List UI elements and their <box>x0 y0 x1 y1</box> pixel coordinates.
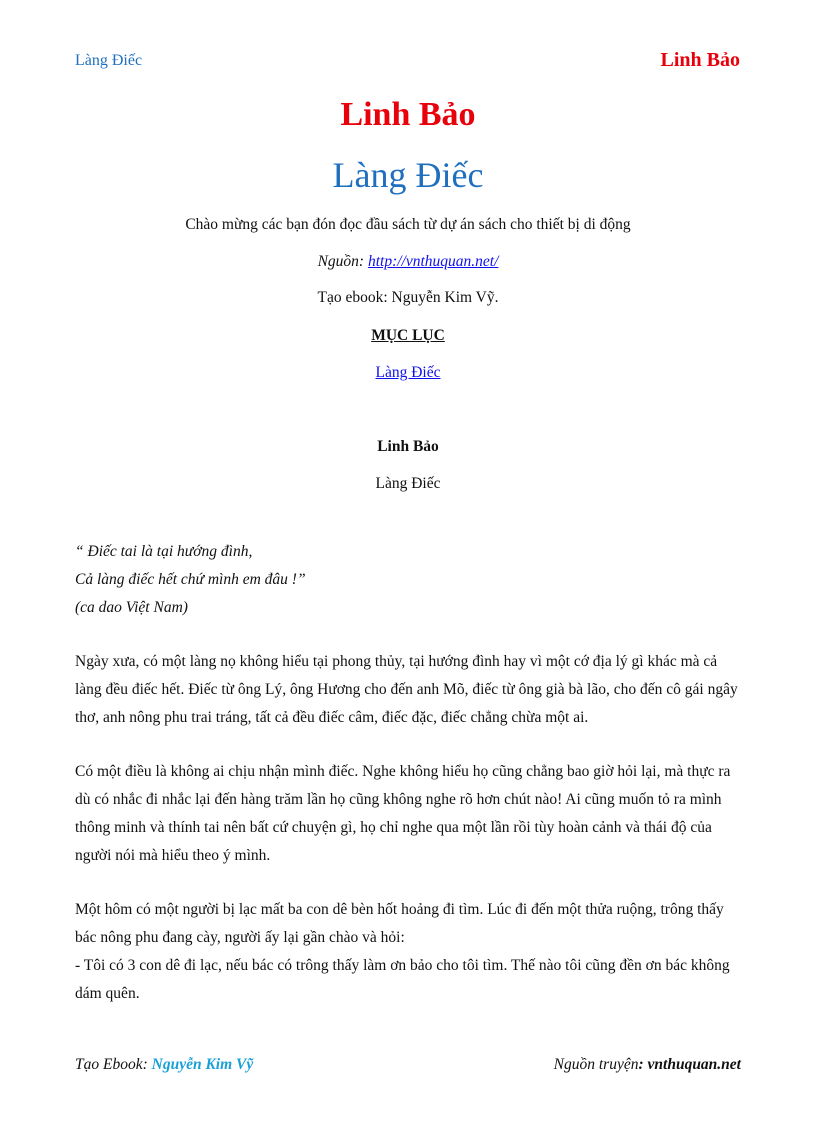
footer-source: Nguồn truyện: vnthuquan.net <box>553 1056 741 1073</box>
source-label: Nguồn: <box>317 253 368 270</box>
welcome-text: Chào mừng các bạn đón đọc đầu sách từ dự án sách cho thiết bị di động <box>185 216 631 233</box>
paragraph: Có một điều là không ai chịu nhận mình điếc. Nghe không hiểu họ cũng chẳng bao giờ hỏi lại, mà thực ra dù có nhắc đi nhắc lại đến hàng trăm lần họ cũng không nghe rõ hơn chút nào! Ai cũng muốn tỏ ra mình thông minh và thính tai nên bất cứ chuyện gì, họ chỉ nghe qua một lần rồi tùy hoàn cảnh và thái độ của người nói mà hiểu theo ý mình. <box>75 763 731 864</box>
paragraph <box>75 896 743 1008</box>
header-book-title: Làng Điếc <box>75 52 143 69</box>
toc-item-lang-diec[interactable]: Làng Điếc <box>375 364 441 381</box>
dialogue-line: - Tôi có 3 con dê đi lạc, nếu bác có trông thấy làm ơn bảo cho tôi tìm. Thế nào tôi cũng đền ơn bác không dám quên. <box>75 957 730 1002</box>
footer-source-label: Nguồn truyện <box>553 1056 639 1073</box>
epigraph-poem <box>75 538 306 622</box>
footer-maker-name: Nguyễn Kim Vỹ <box>151 1056 254 1073</box>
paragraph: Ngày xưa, có một làng nọ không hiểu tại phong thủy, tại hướng đình hay vì một cớ địa lý gì khác mà cả làng đều điếc hết. Điếc từ ông Lý, ông Hương cho đến anh Mõ, điếc từ ông già bà lão, cho đến cô gái ngây thơ, anh nông phu trai tráng, tất cả đều điếc câm, điếc đặc, điếc chẳng chừa một ai. <box>75 653 738 726</box>
toc-title: MỤC LỤC <box>371 327 445 344</box>
poem-source: (ca dao Việt Nam) <box>75 599 188 616</box>
poem-line: “ Điếc tai là tại hướng đình, <box>75 543 253 560</box>
title-author: Linh Bảo <box>340 96 476 133</box>
footer-source-site: vnthuquan.net <box>647 1056 741 1073</box>
source-line <box>0 253 816 271</box>
header-author: Linh Bảo <box>660 49 740 71</box>
chapter-author: Linh Bảo <box>377 438 439 455</box>
poem-line: Cả làng điếc hết chứ mình em đâu !” <box>75 571 306 588</box>
paragraph-text: Một hôm có một người bị lạc mất ba con dê bèn hốt hoảng đi tìm. Lúc đi đến một thửa ruộng, trông thấy bác nông phu đang cày, người ấy lại gần chào và hỏi: <box>75 901 724 946</box>
title-book: Làng Điếc <box>332 155 484 195</box>
chapter-title: Làng Điếc <box>375 475 441 492</box>
source-link[interactable]: http://vnthuquan.net/ <box>367 253 499 270</box>
ebook-maker: Tạo ebook: Nguyễn Kim Vỹ. <box>317 289 499 306</box>
footer-maker-label: Tạo Ebook <box>75 1056 143 1073</box>
footer-maker: Tạo Ebook: Nguyễn Kim Vỹ <box>75 1056 254 1073</box>
